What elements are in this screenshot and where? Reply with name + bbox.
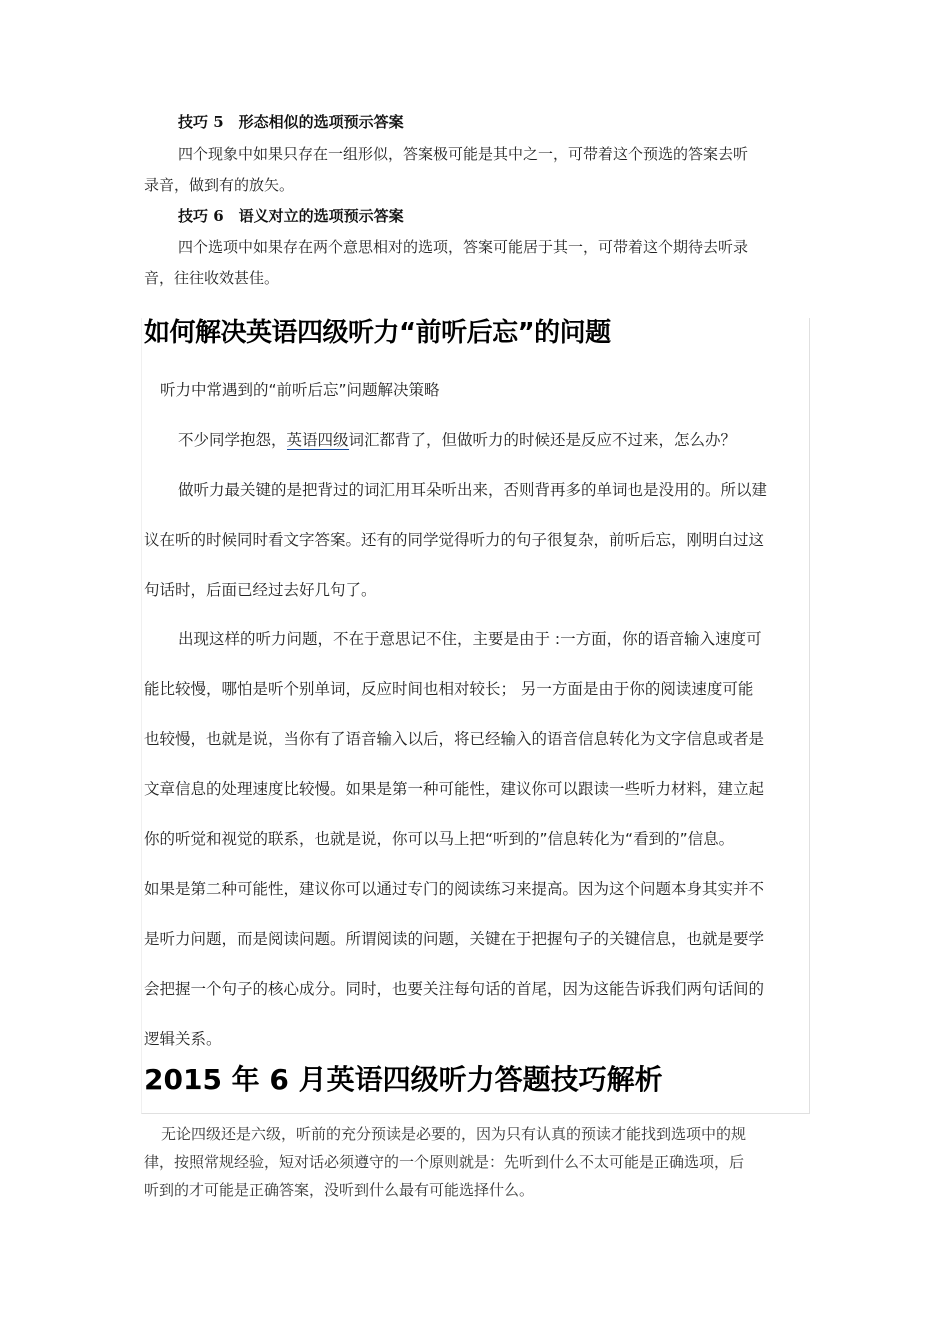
paragraph-line: 做听力最关键的是把背过的词汇用耳朵听出来，否则背再多的单词也是没用的。所以建 <box>178 481 768 499</box>
article2-body <box>144 1120 812 1204</box>
paragraph-line: 出现这样的听力问题，不在于意思记不住，主要是由于 :一方面，你的语音输入速度可 <box>178 630 762 648</box>
p1-text-post: 词汇都背了，但做听力的时候还是反应不过来，怎么办？ <box>348 431 737 449</box>
paragraph-line: 议在听的时候同时看文字答案。还有的同学觉得听力的句子很复杂，前听后忘，刚明白过这 <box>144 531 765 549</box>
tip5-body-line: 录音，做到有的放矢。 <box>144 176 295 194</box>
p1-text-pre: 不少同学抱怨， <box>178 431 287 449</box>
paragraph-line: 逻辑关系。 <box>144 1030 222 1048</box>
paragraph-line: 无论四级还是六级，听前的充分预读是必要的，因为只有认真的预读才能找到选项中的规 <box>161 1125 747 1143</box>
article1-subtitle: 听力中常遇到的“前听后忘”问题解决策略 <box>160 381 440 399</box>
paragraph-line: 律，按照常规经验，短对话必须遵守的一个原则就是：先听到什么不太可能是正确选项，后 <box>144 1153 745 1171</box>
article1-title: 如何解决英语四级听力“前听后忘”的问题 <box>144 318 611 348</box>
tip6-body-line: 音，往往收效甚佳。 <box>144 269 280 287</box>
tip6-heading: 技巧 6 语义对立的选项预示答案 <box>178 207 404 225</box>
tip6-body-line: 四个选项中如果存在两个意思相对的选项，答案可能居于其一，可带着这个期待去听录 <box>178 238 749 256</box>
paragraph-line: 会把握一个句子的核心成分。同时，也要关注每句话的首尾，因为这能告诉我们两句话间的 <box>144 980 765 998</box>
paragraph-line: 也较慢，也就是说，当你有了语音输入以后，将已经输入的语音信息转化为文字信息或者是 <box>144 730 765 748</box>
paragraph-line: 能比较慢，哪怕是听个别单词，反应时间也相对较长； 另一方面是由于你的阅读速度可能 <box>144 680 754 698</box>
tip5-body-line: 四个现象中如果只存在一组形似，答案极可能是其中之一，可带着这个预选的答案去听 <box>178 145 749 163</box>
tip6-body <box>144 232 812 294</box>
tip5-heading: 技巧 5 形态相似的选项预示答案 <box>178 113 404 131</box>
paragraph-line: 如果是第二种可能性，建议你可以通过专门的阅读练习来提高。因为这个问题本身其实并不 <box>144 880 765 898</box>
paragraph-line <box>144 415 812 465</box>
tip5-body <box>144 139 812 201</box>
paragraph-line: 听到的才可能是正确答案，没听到什么最有可能选择什么。 <box>144 1181 535 1199</box>
cet4-link[interactable]: 英语四级 <box>286 431 349 449</box>
article1-paragraph-3 <box>144 614 812 1064</box>
article1-paragraph-2 <box>144 465 812 615</box>
paragraph-line: 文章信息的处理速度比较慢。如果是第一种可能性，建议你可以跟读一些听力材料，建立起 <box>144 780 765 798</box>
paragraph-line: 是听力问题，而是阅读问题。所谓阅读的问题，关键在于把握句子的关键信息，也就是要学 <box>144 930 765 948</box>
article2-title: 2015 年 6 月英语四级听力答题技巧解析 <box>144 1063 663 1096</box>
paragraph-line: 你的听觉和视觉的联系，也就是说，你可以马上把“听到的”信息转化为“看到的”信息。 <box>144 830 735 848</box>
paragraph-line: 句话时，后面已经过去好几句了。 <box>144 581 377 599</box>
article1-paragraph-1 <box>144 415 812 465</box>
